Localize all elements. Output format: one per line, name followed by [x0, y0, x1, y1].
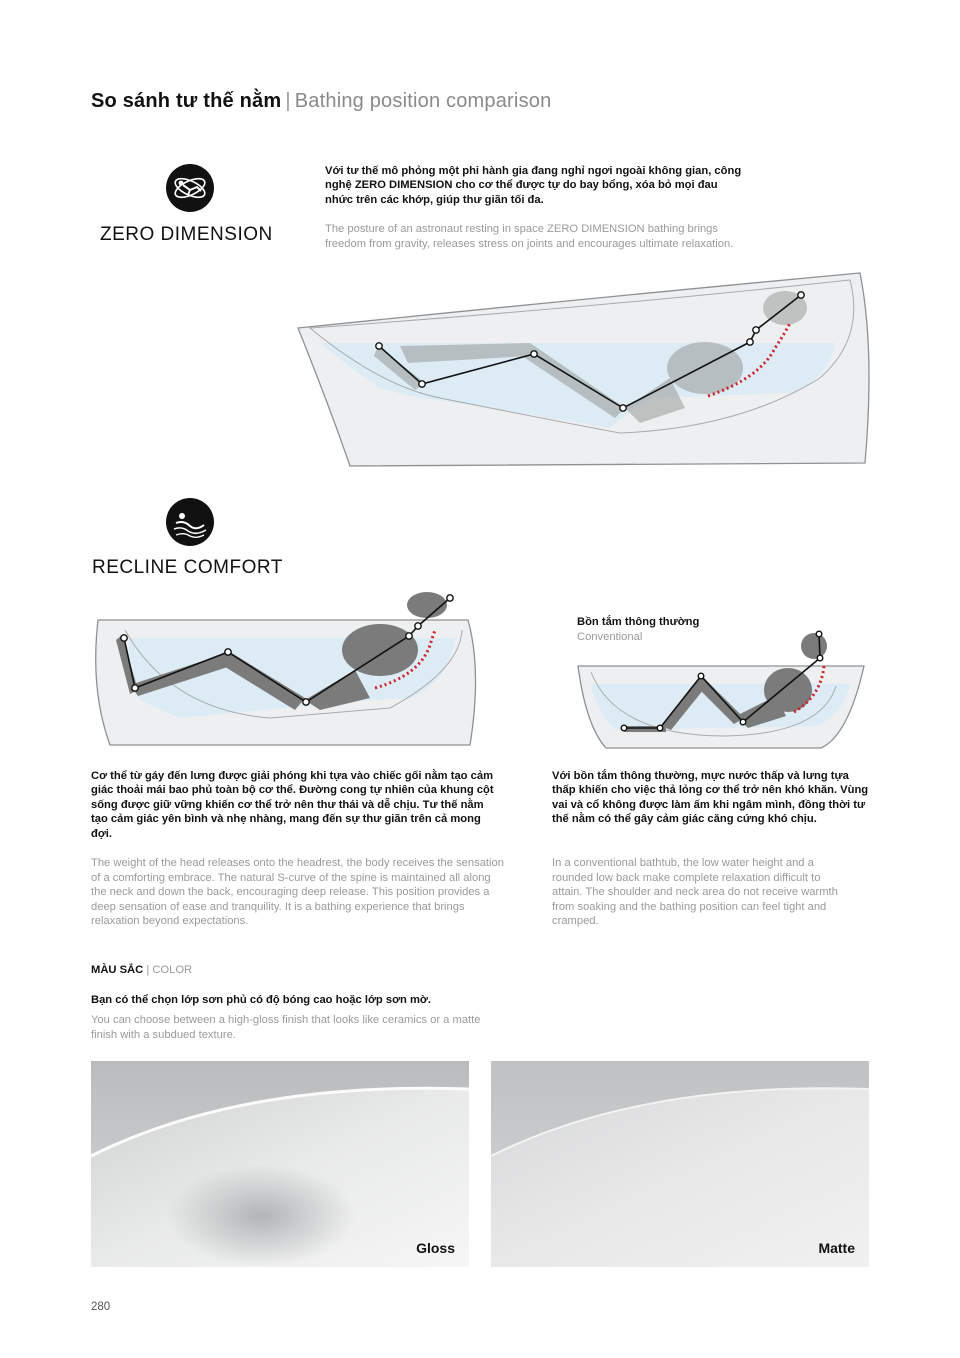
zero-dimension-text-en: The posture of an astronaut resting in space ZERO DIMENSION bathing brings freedom from gravity, releases stress on joints and encourages ultimate relaxation.	[325, 223, 734, 250]
reclining-wave-icon	[166, 498, 214, 546]
conventional-label-en: Conventional	[577, 630, 643, 643]
conventional-text-en: In a conventional bathtub, the low water height and a rounded low back make complete relaxation difficult to attain. The shoulder and neck area do not receive warmth from soaking and the bathing position can feel tight and cramped.	[552, 857, 838, 928]
title-separator: |	[285, 90, 291, 112]
color-heading	[91, 964, 192, 976]
recline-comfort-text-en: The weight of the head releases onto the headrest, the body receives the sensation of a comforting embrace. The natural S-curve of the spine is maintained all along the neck and down the back, encouraging deep release. This position provides a deep sensation of ease and tranquility. It is a bathing experience that brings relaxation beyond expectations.	[91, 857, 504, 928]
gloss-swatch	[91, 1061, 469, 1267]
matte-surface-image	[491, 1061, 869, 1267]
color-text-vi: Bạn có thể chọn lớp sơn phủ có độ bóng cao hoặc lớp sơn mờ.	[91, 994, 431, 1006]
gloss-surface-image	[91, 1061, 469, 1267]
conventional-text-vi: Với bồn tắm thông thường, mực nước thấp và lưng tựa thấp khiến cho việc thả lỏng cơ thể trở nên khó khăn. Vùng vai và cổ không được làm ấm khi ngâm mình, đồng thời tư thế nằm có thể gây cảm giác căng cứng khó chịu.	[552, 770, 869, 826]
zero-dimension-text-vi: Với tư thế mô phỏng một phi hành gia đang nghỉ ngơi ngoài không gian, công nghệ ZERO DIMENSION cho cơ thể được tự do bay bổng, xóa bỏ mọi đau nhức trên các khớp, giúp thư giãn tối đa.	[325, 165, 742, 206]
color-heading-vi: MÀU SẮC	[91, 964, 144, 976]
conventional-label-vi: Bồn tắm thông thường	[577, 616, 700, 628]
conventional-tub-diagram	[576, 626, 866, 751]
page-title	[91, 90, 551, 113]
recline-comfort-text-vi: Cơ thể từ gáy đến lưng được giải phóng khi tựa vào chiếc gối nằm tạo cảm giác thoải mái bao phủ toàn bộ cơ thể. Đường cong tự nhiên của khung cột sống được giữ vững khiến cơ thể trở nên thư thái và dễ chịu. Tư thế nằm tạo cảm giác yên bình và nhẹ nhàng, mang đến sự thư giãn trên cả mong đợi.	[91, 770, 494, 840]
color-heading-separator: |	[146, 964, 150, 976]
zero-dimension-title: ZERO DIMENSION	[100, 224, 273, 245]
color-heading-en: COLOR	[152, 964, 193, 976]
matte-swatch	[491, 1061, 869, 1267]
matte-label: Matte	[818, 1240, 855, 1256]
zero-dimension-tub-diagram	[290, 268, 875, 473]
page-number: 280	[91, 1301, 111, 1313]
recline-comfort-tub-diagram	[90, 590, 480, 750]
astronaut-orbit-icon	[166, 164, 214, 212]
page-title-en: Bathing position comparison	[294, 90, 552, 112]
recline-comfort-title: RECLINE COMFORT	[92, 557, 283, 578]
color-text-en: You can choose between a high-gloss finish that looks like ceramics or a matte finish with a subdued texture.	[91, 1014, 481, 1041]
page-title-vi: So sánh tư thế nằm	[91, 90, 282, 112]
gloss-label: Gloss	[416, 1240, 455, 1256]
